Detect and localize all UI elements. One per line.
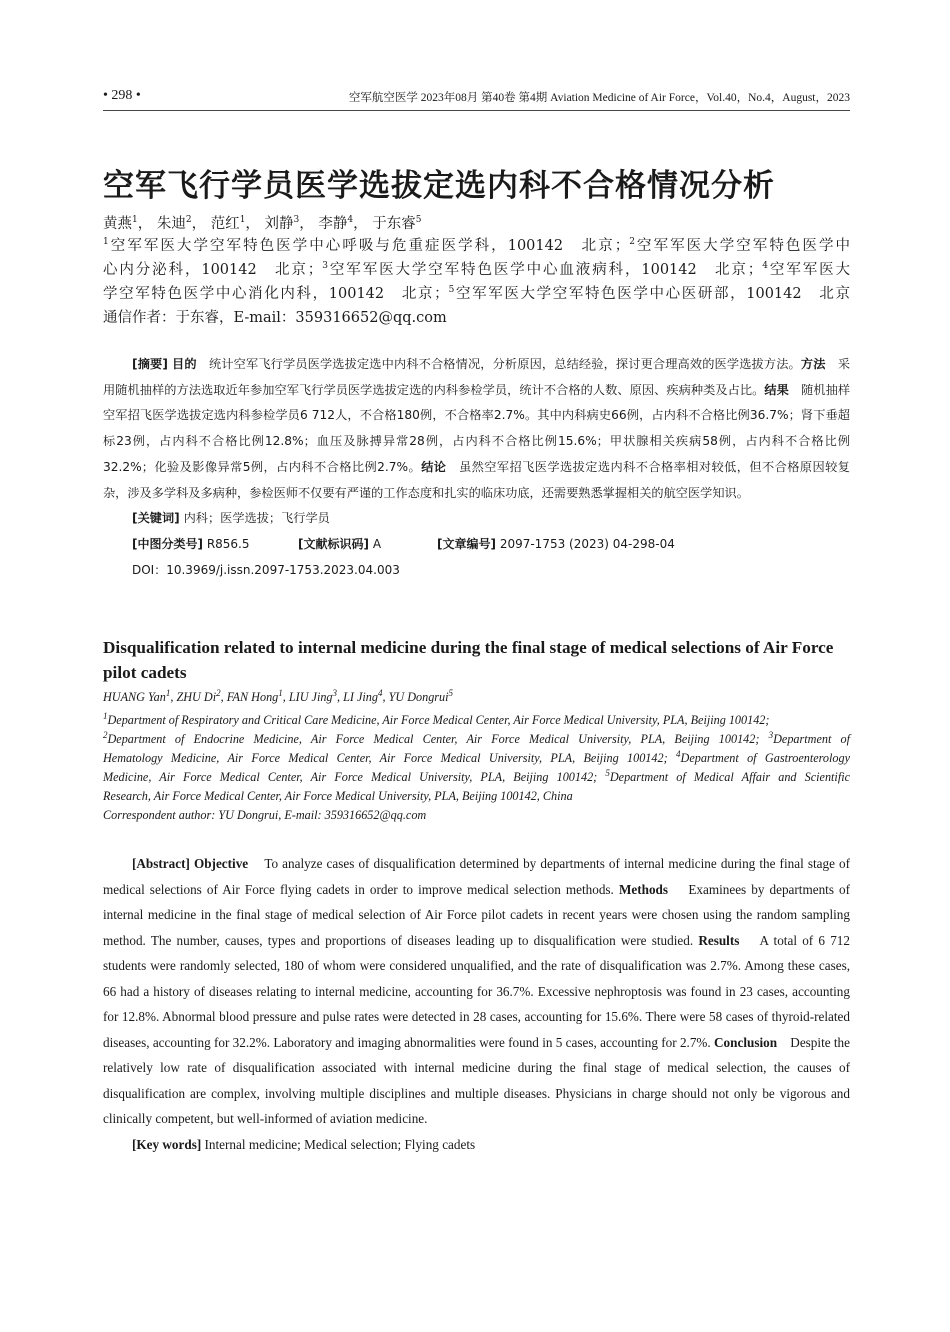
author: 刘静 bbox=[264, 216, 294, 232]
author: LIU Jing bbox=[288, 690, 333, 704]
author-affiliation-mark: 1 bbox=[132, 215, 138, 226]
author: 范红 bbox=[210, 216, 240, 232]
author: HUANG Yan bbox=[103, 690, 166, 704]
author: FAN Hong bbox=[226, 690, 279, 704]
classification-row: [中图分类号] R856.5 [文献标识码] A [文章编号] 2097-1753 (2023) 04-298-04 bbox=[132, 536, 675, 551]
author-affiliation-mark: 1 bbox=[239, 215, 246, 226]
abstract-english bbox=[103, 851, 850, 1157]
affiliations-chinese bbox=[103, 234, 850, 330]
author: 李静 bbox=[318, 216, 348, 232]
keywords-english: [Key words] Internal medicine; Medical selection; Flying cadets bbox=[132, 1136, 476, 1152]
affiliation-line: $^1$Department of Respiratory and Critical Care Medicine, Air Force Medical Center, Air Force Medical University, PLA, Beijing 100142; bbox=[103, 710, 770, 727]
journal-citation-line: 空军航空医学 2023年08月 第40卷 第4期 Aviation Medicine of Air Force，Vol.40，No.4，August，2023 bbox=[348, 92, 850, 104]
author: LI Jing bbox=[343, 690, 378, 704]
authors-english: HUANG Yan$^1$, ZHU Di$^2$, FAN Hong$^1$, LIU Jing$^3$, LI Jing$^4$, YU Dongrui$^5$ bbox=[103, 687, 454, 704]
header-rule bbox=[103, 110, 850, 111]
running-header bbox=[103, 88, 850, 106]
correspondent-english: Correspondent author: YU Dongrui, E-mail: 359316652@qq.com bbox=[103, 808, 427, 822]
author: 黄燕 bbox=[103, 216, 132, 232]
page-number: • 298 • bbox=[103, 88, 141, 103]
author: 朱迪 bbox=[156, 216, 186, 232]
author-affiliation-mark: 5 bbox=[415, 215, 422, 226]
correspondent-chinese: 通信作者：于东睿，E-mail：359316652@qq.com bbox=[103, 310, 447, 326]
affiliation-line: $^2$Department of Endocrine Medicine, Air Force Medical Center, Air Force Medical University, PLA, Beijing 100142; $^3$Department of bbox=[103, 729, 851, 746]
affiliation-line: 心内分泌科，100142 北京；$^3$空军军医大学空军特色医学中心血液病科，100142 北京；$^4$空军军医大 bbox=[103, 261, 850, 278]
author-affiliation-mark: 2 bbox=[185, 215, 192, 226]
title-english: Disqualification related to internal medicine during the final stage of medical selections of Air Force pilot cadets bbox=[103, 638, 834, 682]
abstract-english-body: [Abstract] Objective To analyze cases of disqualification determined by departments of internal medicine during the final stage of medical selections of Air Force flying cadets in order to improve medical selection methods. Methods Examinees by departments of internal medicine in the final stage of medical selection of Air Force pilot cadets in recent years were chosen using the random sampling method. The number, causes, types and proportions of diseases leading up to disqualification were studied. Results A total of 6 712 students were randomly selected, 180 of whom were considered unqualified, and the rate of disqualification was 2.7%. Among these cases, 66 had a history of diseases relating to internal medicine, accounting for 36.7%. Excessive nephroptosis was found in 23 cases, accounting for 12.8%. Abnormal blood pressure and pulse rates were detected in 28 cases, accounting for 15.6%. There were 58 cases of thyroid-related diseases, accounting for 32.2%. Laboratory and imaging abnormalities were found in 5 cases, accounting for 2.7%. Conclusion Despite the relatively low rate of disqualification associated with internal medicine during the final stage of medical selection, the causes of disqualification are complex, involving multiple disciplines and multiple diseases. Physicians in charge should not only be vigorous and clinically competent, but well-informed of aviation medicine. bbox=[103, 856, 851, 1126]
affiliation-line: $^1$空军军医大学空军特色医学中心呼吸与危重症医学科，100142 北京；$^2$空军军医大学空军特色医学中 bbox=[103, 237, 851, 254]
affiliations-english bbox=[103, 711, 850, 825]
author: YU Dongrui bbox=[388, 690, 449, 704]
affiliation-line: Research, Air Force Medical Center, Air Force Medical University, PLA, Beijing 100142, China bbox=[103, 789, 573, 803]
keywords-chinese: [关键词] 内科；医学选拔；飞行学员 bbox=[132, 511, 330, 526]
author: 于东睿 bbox=[372, 216, 416, 232]
affiliation-line: 学空军特色医学中心消化内科，100142 北京；$^5$空军军医大学空军特色医学中心医研部，100142 北京 bbox=[103, 285, 850, 302]
authors-chinese: 黄燕$^1$， 朱迪$^2$， 范红$^1$， 刘静$^3$， 李静$^4$， 于东睿$^5$ bbox=[103, 215, 422, 232]
affiliation-line: Medicine, Air Force Medical Center, Air Force Medical University, PLA, Beijing 100142; $^5$Department of Medical Affair and Scientific bbox=[103, 767, 851, 784]
abstract-chinese-body: [摘要] 目的 统计空军飞行学员医学选拔定选中内科不合格情况，分析原因，总结经验，探讨更合理高效的医学选拔方法。方法 采用随机抽样的方法选取近年参加空军飞行学员医学选拔定选的内科参检学员，统计不合格的人数、原因、疾病种类及占比。结果 随机抽样空军招飞医学选拔定选内科参检学员6 712人，不合格180例，不合格率2.7%。其中内科病史66例，占内科不合格比例36.7%；肾下垂超标23例，占内科不合格比例12.8%；血压及脉搏异常28例，占内科不合格比例15.6%；甲状腺相关疾病58例，占内科不合格比例32.2%；化验及影像异常5例，占内科不合格比例2.7%。结论 虽然空军招飞医学选拔定选内科不合格率相对较低，但不合格原因较复杂，涉及多学科及多病种，参检医师不仅要有严谨的工作态度和扎实的临床功底，还需要熟悉掌握相关的航空医学知识。 bbox=[103, 357, 851, 500]
title-chinese: 空军飞行学员医学选拔定选内科不合格情况分析 bbox=[103, 168, 775, 204]
doi: DOI：10.3969/j.issn.2097-1753.2023.04.003 bbox=[132, 562, 400, 577]
abstract-chinese bbox=[103, 352, 850, 583]
affiliation-line: Hematology Medicine, Air Force Medical Center, Air Force Medical University, PLA, Beijing 100142; $^4$Department of Gastroenterology bbox=[103, 748, 851, 765]
author-affiliation-mark: 4 bbox=[347, 215, 354, 226]
author-affiliation-mark: 3 bbox=[293, 215, 300, 226]
author: ZHU Di bbox=[176, 690, 217, 704]
